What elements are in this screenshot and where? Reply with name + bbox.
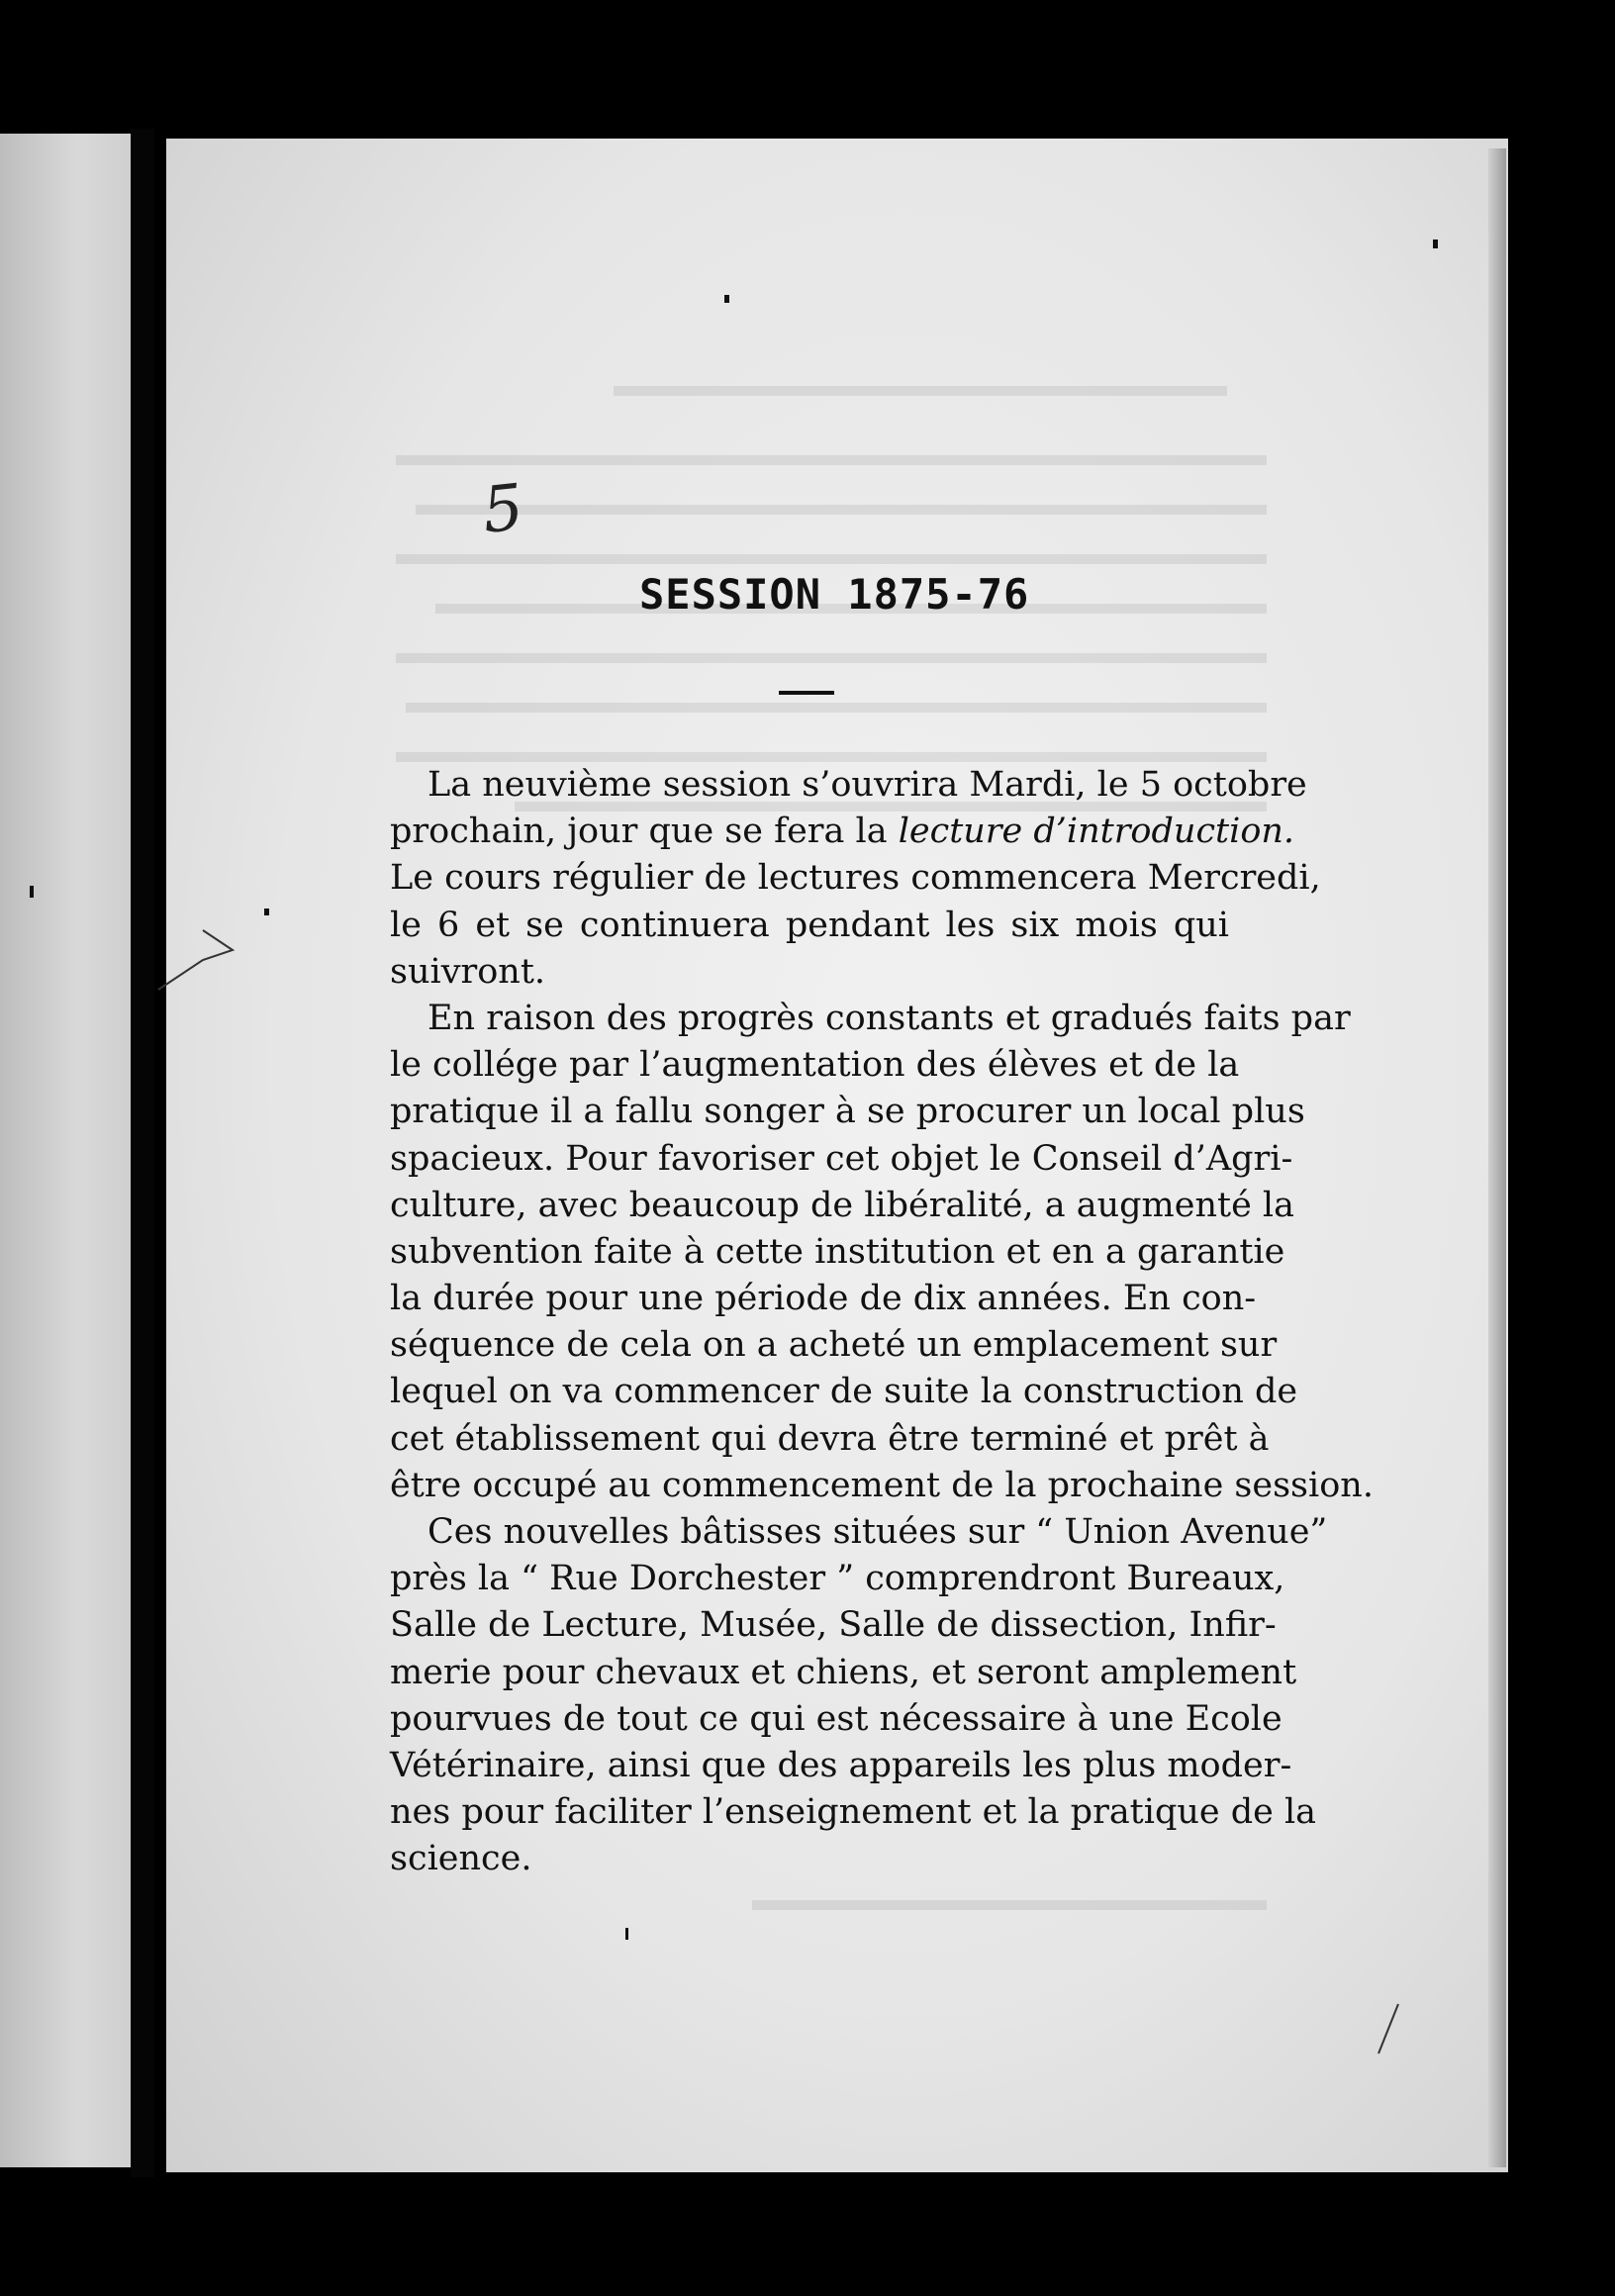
paragraph [390, 762, 1321, 996]
speck [724, 295, 729, 303]
text-line [390, 1369, 1298, 1415]
paragraph [390, 996, 1374, 1509]
text-line-content: prochain, jour que se fera la [390, 812, 899, 852]
text-line [390, 1743, 1292, 1789]
speck [1433, 239, 1438, 248]
text-line-content: cet établissement qui devra être terminé et prêt à [390, 1418, 1270, 1459]
text-line-content: science. [390, 1839, 532, 1879]
speck [625, 1928, 628, 1940]
text-line [390, 1229, 1285, 1276]
text-line [390, 949, 1229, 996]
text-line-content: Ces nouvelles bâtisses situées sur “ Union Avenue” [428, 1512, 1328, 1552]
text-line [390, 1416, 1270, 1463]
text-line-content: La neuvième session s’ouvrira Mardi, le 5 octobre [428, 765, 1307, 805]
margin-stroke [148, 910, 238, 1000]
text-line [390, 1509, 1328, 1556]
text-line [390, 855, 1321, 902]
text-line-content: En raison des progrès constants et gradués faits par [428, 998, 1351, 1038]
italic-phrase: lecture d’introduction. [898, 812, 1295, 852]
margin-stroke [1374, 1999, 1403, 2058]
page-fore-edge [1488, 148, 1506, 2167]
text-line [390, 996, 1351, 1042]
text-line-content: près la “ Rue Dorchester ” comprendront Bureaux, [390, 1559, 1285, 1599]
text-line [390, 1836, 1229, 1882]
text-line [390, 1276, 1257, 1322]
text-line-content: Salle de Lecture, Musée, Salle de dissection, Infir- [390, 1605, 1277, 1646]
text-line-content: culture, avec beaucoup de libéralité, a augmenté la [390, 1185, 1294, 1225]
facing-page-edge [0, 134, 131, 2167]
title-rule [779, 691, 834, 695]
paragraph [390, 1509, 1328, 1883]
text-line-content: spacieux. Pour favoriser cet objet le Conseil d’Agri- [390, 1138, 1293, 1179]
text-line-content: la durée pour une période de dix années. En con- [390, 1279, 1257, 1319]
text-line-content: le collége par l’augmentation des élèves et de la [390, 1045, 1240, 1086]
text-line-content: nes pour faciliter l’enseignement et la pratique de la [390, 1792, 1317, 1833]
text-line [390, 1089, 1305, 1135]
text-line [390, 1556, 1285, 1602]
speck [264, 909, 269, 915]
page-title: SESSION 1875-76 [639, 570, 1030, 619]
text-line-content: séquence de cela on a acheté un emplacement sur [390, 1325, 1278, 1366]
book-gutter [131, 129, 154, 2177]
speck [30, 886, 34, 898]
text-line-content: subvention faite à cette institution et en a garantie [390, 1231, 1285, 1272]
text-line-content: suivront. [390, 951, 546, 992]
text-line-content: Vétérinaire, ainsi que des appareils les plus moder- [390, 1745, 1292, 1785]
text-line [390, 1463, 1374, 1509]
text-line [390, 1696, 1282, 1743]
text-line [390, 1789, 1317, 1836]
text-line [390, 1602, 1277, 1649]
handwritten-page-number: 5 [479, 471, 527, 548]
text-line-content: le 6 et se continuera pendant les six mois qui [390, 905, 1229, 945]
text-line [390, 1650, 1297, 1696]
text-line [390, 762, 1307, 809]
text-line-content: lequel on va commencer de suite la construction de [390, 1372, 1298, 1412]
text-line-content: merie pour chevaux et chiens, et seront amplement [390, 1652, 1297, 1692]
text-line [390, 1183, 1294, 1229]
text-line-content: pourvues de tout ce qui est nécessaire à une Ecole [390, 1698, 1282, 1739]
text-line [390, 1136, 1293, 1183]
text-line [390, 1042, 1240, 1089]
text-line [390, 1322, 1278, 1369]
text-line-content: être occupé au commencement de la prochaine session. [390, 1465, 1374, 1505]
body-text [390, 762, 1374, 1883]
text-line-content: pratique il a fallu songer à se procurer un local plus [390, 1092, 1305, 1132]
text-line [390, 809, 1295, 855]
text-line [390, 903, 1229, 949]
text-line-content: Le cours régulier de lectures commencera Mercredi, [390, 858, 1321, 899]
